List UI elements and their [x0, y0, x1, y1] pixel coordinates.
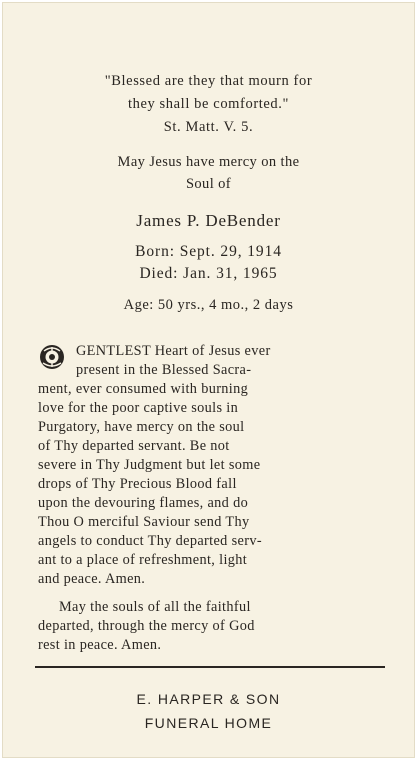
prayer-line: ment, ever consumed with burning — [38, 381, 249, 397]
closing-line-2: departed, through the mercy of God — [38, 618, 255, 634]
prayer-line: angels to conduct Thy departed serv- — [38, 533, 262, 549]
funeral-home-label: FUNERAL HOME — [144, 715, 273, 731]
verse-line-2: they shall be comforted." — [127, 96, 290, 112]
prayer-line: Purgatory, have mercy on the soul — [38, 419, 245, 435]
prayer-line: GENTLEST Heart of Jesus ever — [76, 343, 271, 359]
prayer-line: love for the poor captive souls in — [38, 400, 239, 416]
prayer-line: upon the devouring flames, and do — [38, 495, 249, 511]
prayer-line: present in the Blessed Sacra- — [76, 362, 252, 378]
prayer-line: Thou O merciful Saviour send Thy — [38, 514, 250, 530]
prayer-line: of Thy departed servant. Be not — [38, 438, 230, 454]
age-text: Age: 50 yrs., 4 mo., 2 days — [123, 297, 294, 313]
ornate-drop-cap-icon — [38, 343, 66, 371]
memorial-card — [2, 2, 415, 758]
verse-citation: St. Matt. V. 5. — [163, 119, 254, 135]
closing-line-3: rest in peace. Amen. — [38, 637, 162, 653]
prayer-line: severe in Thy Judgment but let some — [38, 457, 261, 473]
mercy-line-1: May Jesus have mercy on the — [117, 154, 300, 170]
prayer-line: ant to a place of refreshment, light — [38, 552, 248, 568]
death-date: Died: Jan. 31, 1965 — [139, 265, 278, 282]
deceased-name: James P. DeBender — [136, 211, 281, 230]
divider — [35, 666, 385, 668]
prayer-line: and peace. Amen. — [38, 571, 146, 587]
funeral-home-name: E. HARPER & SON — [136, 691, 281, 707]
mercy-line-2: Soul of — [185, 176, 232, 192]
birth-date: Born: Sept. 29, 1914 — [135, 243, 282, 260]
closing-line-1: May the souls of all the faithful — [59, 599, 251, 615]
prayer-line: drops of Thy Precious Blood fall — [38, 476, 237, 492]
verse-line-1: "Blessed are they that mourn for — [104, 73, 313, 89]
